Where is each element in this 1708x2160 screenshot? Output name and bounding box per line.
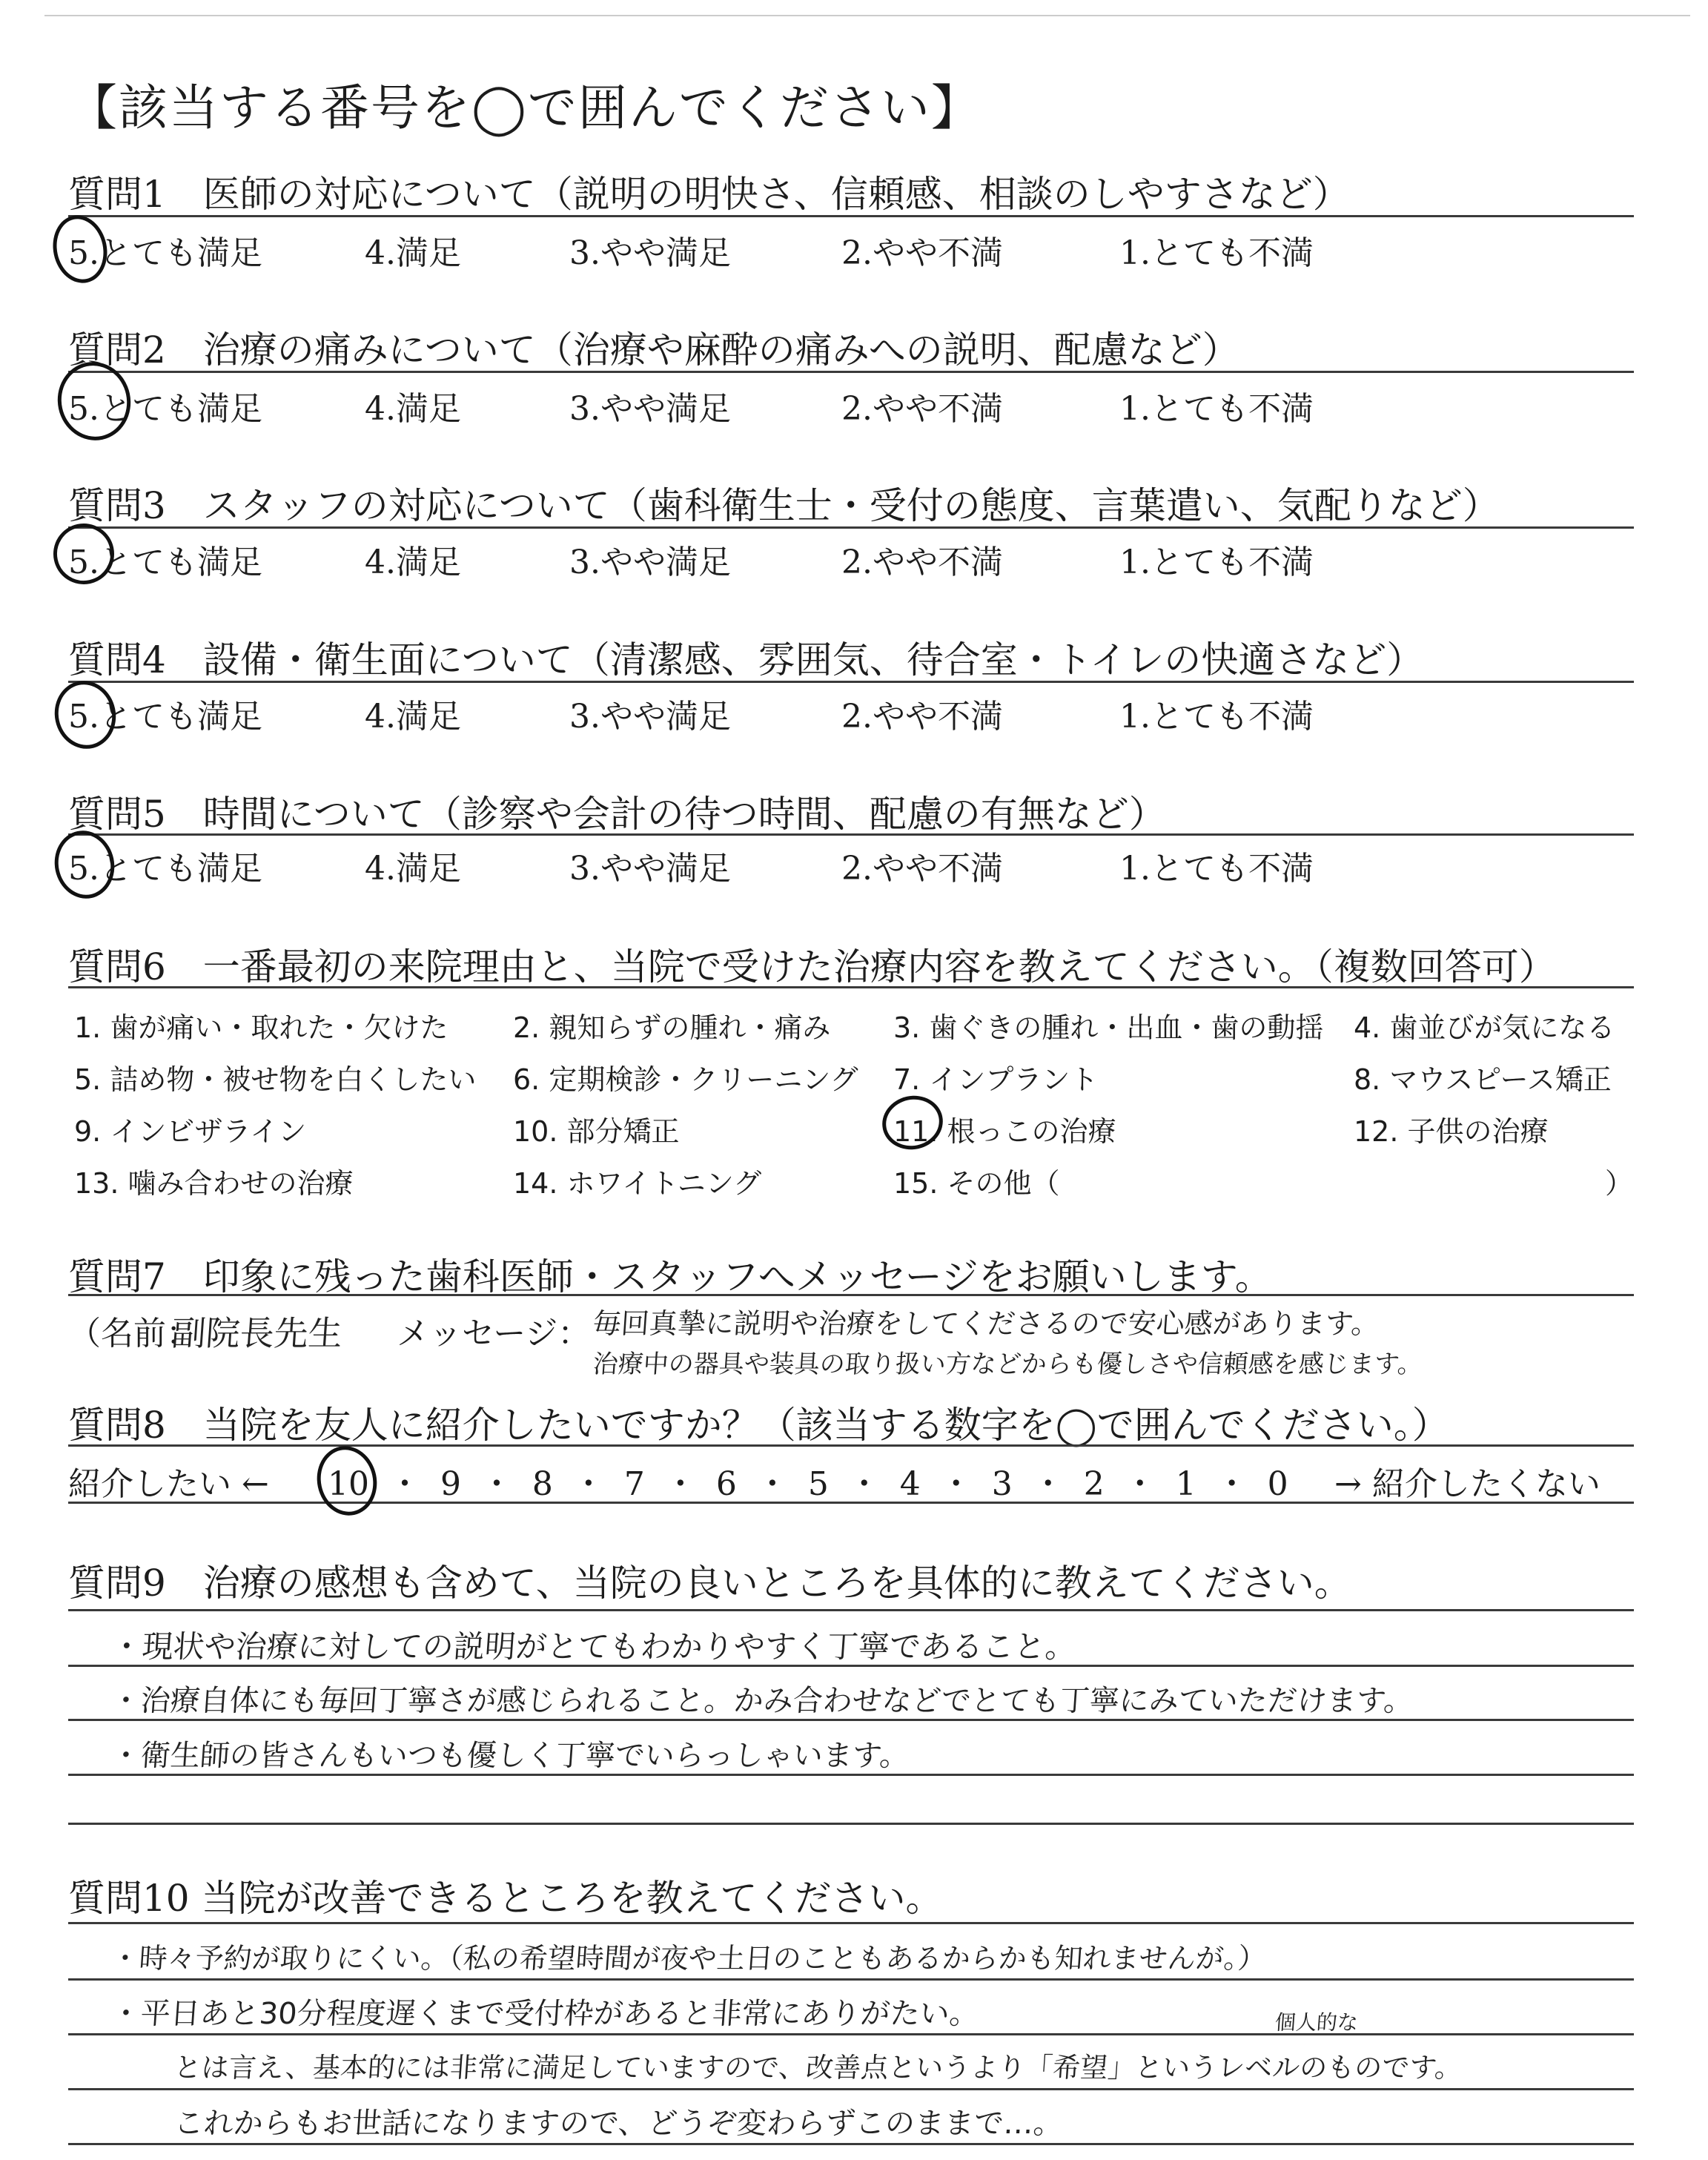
question-4-rule [68,681,1634,683]
q6-option-8[interactable]: 8. マウスピース矯正 [1354,1063,1612,1096]
q8-left-label: 紹介したい ← [68,1465,269,1503]
q5-option-3[interactable]: 3.やや満足 [569,850,731,888]
q7-message-label: メッセージ： [397,1315,591,1353]
q10-answer-1[interactable]: ・時々予約が取りにくい。（私の希望時間が夜や土日のこともあるからかも知れませんが。） [110,1942,1268,1975]
q4-option-3[interactable]: 3.やや満足 [569,698,731,736]
q1-option-2[interactable]: 2.やや不満 [841,234,1003,272]
question-8-rule [68,1444,1634,1447]
q4-option-2[interactable]: 2.やや不満 [841,698,1003,736]
q7-message-line-2[interactable]: 治療中の器具や装具の取り扱い方などからも優しさや信頼感を感じます。 [592,1350,1424,1379]
q10-line-5 [68,2143,1634,2145]
q8-right-label: → 紹介したくない [1334,1465,1601,1503]
question-5-rule [68,833,1634,836]
question-3-title: 質問3 スタッフの対応について（歯科衛生士・受付の態度、言葉遣い、気配りなど） [68,484,1500,527]
question-6-title: 質問6 一番最初の来院理由と、当院で受けた治療内容を教えてください。（複数回答可） [68,945,1556,988]
question-6-rule [68,986,1634,988]
q3-option-5[interactable]: 5.とても満足 [68,544,262,581]
q8-selection-circle [311,1441,383,1522]
q1-option-4[interactable]: 4.満足 [365,234,461,272]
question-1-title: 質問1 医師の対応について（説明の明快さ、信頼感、相談のしやすさなど） [68,173,1350,216]
question-2-rule [68,371,1634,373]
q10-answer-4[interactable]: これからもお世話になりますので、どうぞ変わらずこのままで…。 [173,2107,1065,2141]
page-title: 【該当する番号を◯で囲んでください】 [68,79,982,136]
q5-option-2[interactable]: 2.やや不満 [841,850,1003,888]
q4-option-1[interactable]: 1.とても不満 [1119,698,1314,736]
q6-option-11[interactable]: 11. 根っこの治療 [893,1115,1116,1148]
q6-option-5[interactable]: 5. 詰め物・被せ物を白くしたい [74,1063,477,1096]
question-7-title: 質問7 印象に残った歯科医師・スタッフへメッセージをお願いします。 [68,1255,1272,1298]
q9-answer-1[interactable]: ・現状や治療に対しての説明がとてもわかりやすく丁寧であること。 [110,1628,1078,1665]
q2-option-5[interactable]: 5.とても満足 [68,390,262,428]
q6-option-15-close-paren: ） [1605,1167,1634,1200]
scan-top-edge [44,15,1690,16]
q10-annotation: 個人的な [1274,2010,1360,2035]
q10-answer-3[interactable]: とは言え、基本的には非常に満足していますので、改善点というより「希望」というレベルのものです。 [173,2052,1463,2084]
q4-selection-circle [48,675,122,754]
q3-option-1[interactable]: 1.とても不満 [1119,544,1314,581]
q9-answer-2[interactable]: ・治療自体にも毎回丁寧さが感じられること。かみ合わせなどでとても丁寧にみていただけます。 [110,1684,1415,1718]
q6-option-14[interactable]: 14. ホワイトニング [513,1167,762,1200]
q1-option-3[interactable]: 3.やや満足 [569,234,731,272]
q5-option-5[interactable]: 5.とても満足 [68,850,262,888]
question-5-title: 質問5 時間について（診察や会計の待つ時間、配慮の有無など） [68,793,1166,836]
q5-option-1[interactable]: 1.とても不満 [1119,850,1314,888]
q7-name-value[interactable]: 副院長先生 [170,1313,344,1353]
q6-option-4[interactable]: 4. 歯並びが気になる [1354,1011,1615,1044]
q6-option-9[interactable]: 9. インビザライン [74,1115,307,1148]
q8-bottom-rule [68,1502,1634,1504]
q6-option-12[interactable]: 12. 子供の治療 [1354,1115,1549,1148]
q7-name-label: （名前： [68,1315,199,1353]
q2-option-3[interactable]: 3.やや満足 [569,390,731,428]
q10-answer-2[interactable]: ・平日あと30分程度遅くまで受付枠があると非常にありがたい。 [110,1997,981,2031]
q6-option-1[interactable]: 1. 歯が痛い・取れた・欠けた [74,1011,448,1044]
q3-option-2[interactable]: 2.やや不満 [841,544,1003,581]
q2-option-1[interactable]: 1.とても不満 [1119,390,1314,428]
q7-message-line-1[interactable]: 毎回真摯に説明や治療をしてくださるので安心感があります。 [592,1307,1381,1340]
q2-option-2[interactable]: 2.やや不満 [841,390,1003,428]
q1-selection-circle [47,211,113,288]
q6-option-13[interactable]: 13. 噛み合わせの治療 [74,1167,354,1200]
question-7-rule [68,1294,1634,1296]
q5-option-4[interactable]: 4.満足 [365,850,461,888]
q1-option-1[interactable]: 1.とても不満 [1119,234,1314,272]
q4-option-4[interactable]: 4.満足 [365,698,461,736]
q3-option-3[interactable]: 3.やや満足 [569,544,731,581]
q6-option-6[interactable]: 6. 定期検診・クリーニング [513,1063,858,1096]
question-10-title: 質問10 当院が改善できるところを教えてください。 [68,1877,943,1920]
q6-option-3[interactable]: 3. 歯ぐきの腫れ・出血・歯の動揺 [893,1011,1324,1044]
q9-line-1 [68,1609,1634,1611]
q10-line-3 [68,2033,1634,2035]
q10-line-1 [68,1922,1634,1924]
q1-option-5[interactable]: 5.とても満足 [68,234,262,272]
question-3-rule [68,526,1634,529]
q2-option-4[interactable]: 4.満足 [365,390,461,428]
question-9-title: 質問9 治療の感想も含めて、当院の良いところを具体的に教えてください。 [68,1562,1351,1605]
q4-option-5[interactable]: 5.とても満足 [68,698,262,736]
q9-answer-3[interactable]: ・衛生師の皆さんもいつも優しく丁寧でいらっしゃいます。 [110,1739,911,1773]
question-2-title: 質問2 治療の痛みについて（治療や麻酔の痛みへの説明、配慮など） [68,328,1239,371]
question-1-rule [68,215,1634,217]
question-4-title: 質問4 設備・衛生面について（清潔感、雰囲気、待合室・トイレの快適さなど） [68,638,1424,681]
q8-scale[interactable]: 10 ・ 9 ・ 8 ・ 7 ・ 6 ・ 5 ・ 4 ・ 3 ・ 2 ・ 1 ・ 0 [328,1465,1288,1503]
q6-option-2[interactable]: 2. 親知らずの腫れ・痛み [513,1011,831,1044]
q6-option-10[interactable]: 10. 部分矯正 [513,1115,680,1148]
q3-option-4[interactable]: 4.満足 [365,544,461,581]
q9-line-5 [68,1823,1634,1825]
q10-line-4 [68,2088,1634,2090]
q6-option-15[interactable]: 15. その他（ [893,1167,1060,1200]
q10-line-2 [68,1978,1634,1981]
question-8-title: 質問8 当院を友人に紹介したいですか？（該当する数字を◯で囲んでください。） [68,1404,1449,1447]
q6-option-7[interactable]: 7. インプラント [893,1063,1099,1096]
